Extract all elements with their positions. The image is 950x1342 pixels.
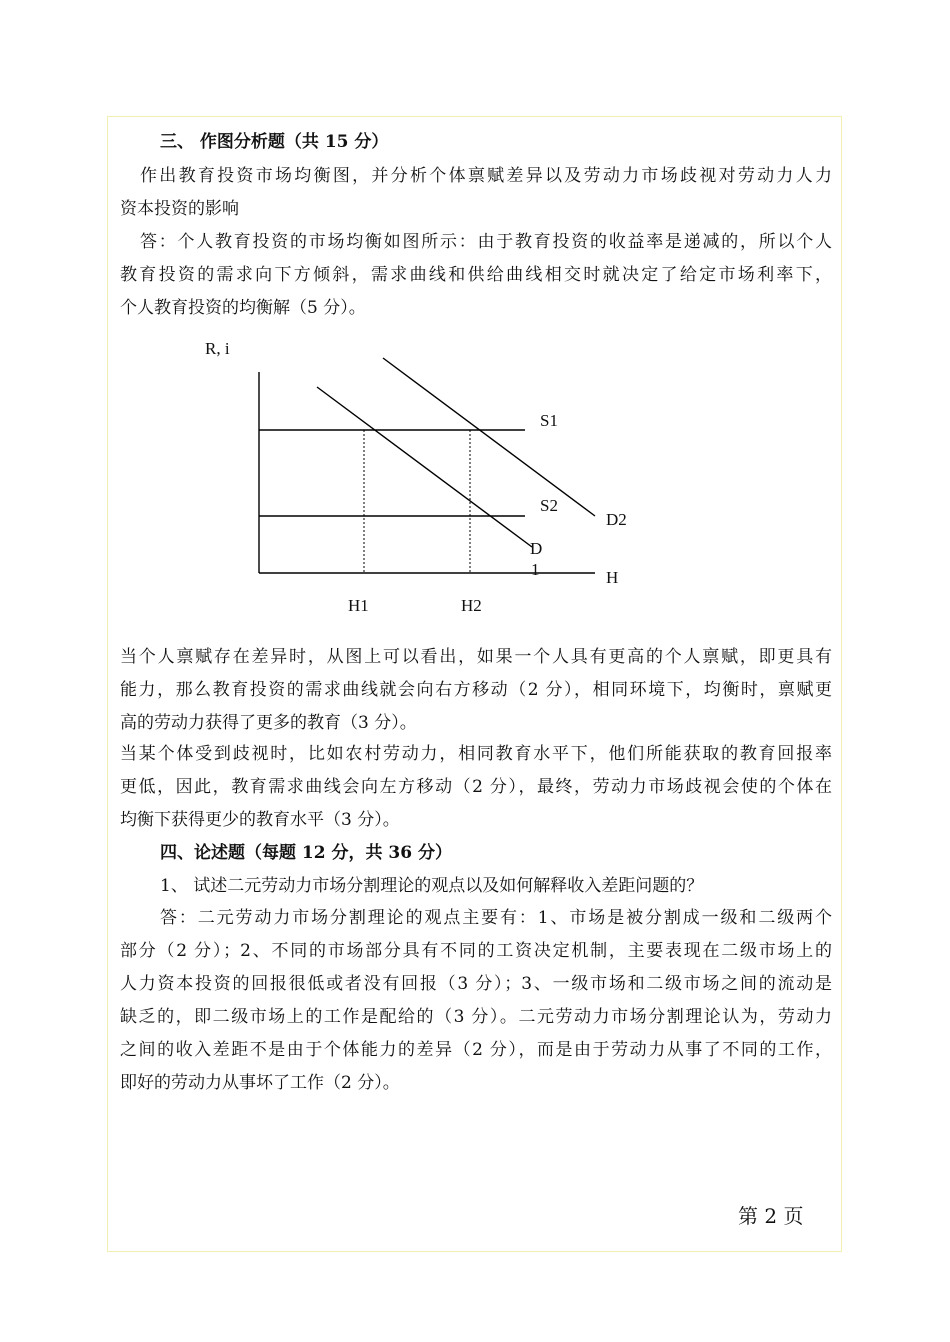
d1-label-line1: D: [530, 539, 543, 558]
section3-question-line1: 作出教育投资市场均衡图，并分析个体禀赋差异以及劳动力市场歧视对劳动力人力: [140, 166, 832, 186]
section4-title: 四、论述题（每题 12 分，共 36 分）: [160, 843, 452, 863]
education-investment-diagram: [195, 330, 655, 620]
section3-answer-line2: 教育投资的需求向下方倾斜，需求曲线和供给曲线相交时就决定了给定市场利率下，: [120, 265, 832, 285]
h2-label: H2: [461, 596, 482, 615]
y-axis-label: R, i: [205, 339, 230, 358]
section3-question-line2: 资本投资的影响: [120, 199, 239, 219]
d2-label: D2: [606, 510, 627, 529]
section4-question1: 1、 试述二元劳动力市场分割理论的观点以及如何解释收入差距问题的？: [160, 876, 704, 896]
analysis-para1-line3: 高的劳动力获得了更多的教育（3 分）。: [120, 713, 417, 733]
analysis-para2-line1: 当某个体受到歧视时，比如农村劳动力，相同教育水平下，他们所能获取的教育回报率: [120, 744, 832, 764]
d2-line: [383, 358, 595, 516]
section4-answer-line4: 缺乏的，即二级市场上的工作是配给的（3 分）。二元劳动力市场分割理论认为，劳动力: [120, 1007, 832, 1027]
section3-answer-line1: 答：个人教育投资的市场均衡如图所示：由于教育投资的收益率是递减的，所以个人: [140, 232, 832, 252]
section4-answer-line5: 之间的收入差距不是由于个体能力的差异（2 分），而是由于劳动力从事了不同的工作，: [120, 1040, 832, 1060]
d1-label-line2: 1: [531, 560, 540, 579]
h1-label: H1: [348, 596, 369, 615]
section3-title: 三、 作图分析题（共 15 分）: [160, 132, 389, 152]
analysis-para2-line2: 更低，因此，教育需求曲线会向左方移动（2 分），最终，劳动力市场歧视会使的个体在: [120, 777, 832, 797]
s2-label: S2: [540, 496, 558, 515]
s1-label: S1: [540, 411, 558, 430]
d1-line: [317, 387, 532, 547]
section4-answer-line2: 部分（2 分）；2、不同的市场部分具有不同的工资决定机制，主要表现在二级市场上的: [120, 941, 832, 961]
x-axis-label: H: [606, 568, 619, 587]
section4-answer-line6: 即好的劳动力从事坏了工作（2 分）。: [120, 1073, 400, 1093]
section3-answer-line3: 个人教育投资的均衡解（5 分）。: [120, 298, 366, 318]
analysis-para2-line3: 均衡下获得更少的教育水平（3 分）。: [120, 810, 400, 830]
analysis-para1-line2: 能力，那么教育投资的需求曲线就会向右方移动（2 分），相同环境下，均衡时，禀赋更: [120, 680, 832, 700]
page-number: 第 2 页: [738, 1204, 804, 1228]
section4-answer-line3: 人力资本投资的回报很低或者没有回报（3 分）；3、一级市场和二级市场之间的流动是: [120, 974, 832, 994]
analysis-para1-line1: 当个人禀赋存在差异时，从图上可以看出，如果一个人具有更高的个人禀赋，即更具有: [120, 647, 832, 667]
section4-answer-line1: 答：二元劳动力市场分割理论的观点主要有：1、市场是被分割成一级和二级两个: [160, 908, 832, 928]
